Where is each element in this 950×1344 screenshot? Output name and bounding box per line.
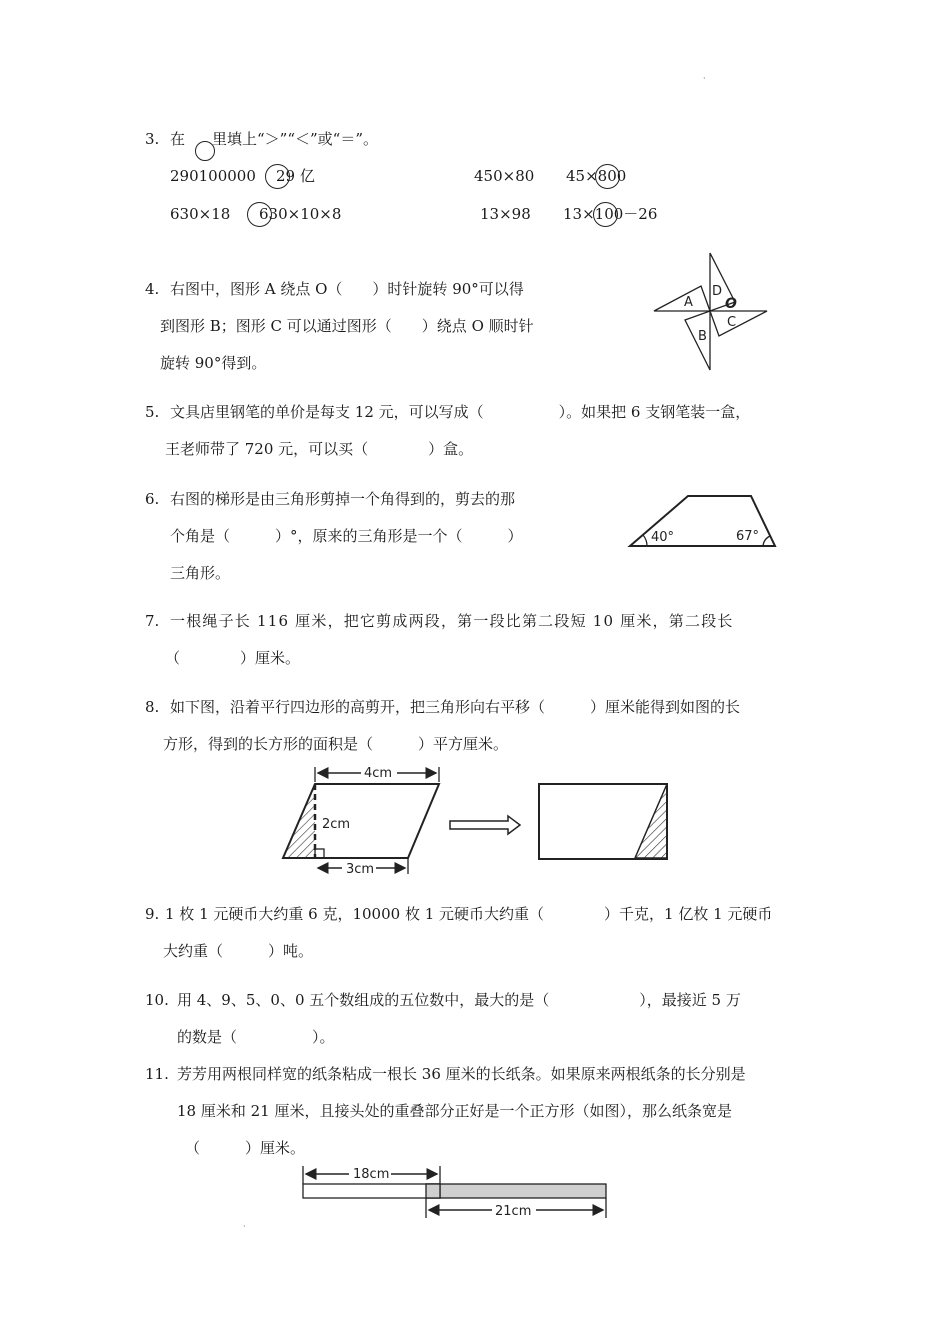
q4-line-1: 右图中，图形 A 绕点 O（ ）时针旋转 90°可以得	[170, 280, 524, 298]
dim-18cm-label: 18cm	[353, 1167, 390, 1182]
q3-r1b-left: 450×80	[474, 167, 535, 185]
q3-number: 3.	[145, 130, 160, 148]
q6-number: 6.	[145, 490, 160, 508]
q3-prefix: 在	[170, 130, 186, 148]
q5-line-1: 文具店里钢笔的单价是每支 12 元，可以写成（ ）。如果把 6 支钢笔装一盒，	[170, 403, 751, 421]
trapezoid-figure	[625, 492, 780, 552]
translate-arrow	[450, 816, 520, 834]
q3-r1a-right: 29 亿	[276, 167, 315, 185]
q3-instruction: 里填上“＞”“＜”或“＝”。	[212, 130, 379, 148]
dim-21cm-label: 21cm	[495, 1204, 532, 1219]
scan-dot: ·	[703, 74, 706, 83]
angle-label-left: 40°	[651, 530, 675, 545]
dim-4cm-label: 4cm	[364, 766, 393, 781]
q6-line-3: 三角形。	[170, 564, 231, 582]
angle-arc-right	[763, 536, 770, 546]
q3-r2a-right: 630×10×8	[259, 205, 342, 223]
q5-line-2: 王老师带了 720 元，可以买（ ）盒。	[165, 440, 474, 458]
q8-number: 8.	[145, 698, 160, 716]
overlap-square	[426, 1184, 440, 1198]
right-angle-mark	[315, 849, 324, 858]
q4-number: 4.	[145, 280, 160, 298]
label-D: D	[712, 284, 723, 299]
q8-line-1: 如下图，沿着平行四边形的高剪开，把三角形向右平移（ ）厘米能得到如图的长	[170, 698, 741, 716]
q10-line-1: 用 4、9、5、0、0 五个数组成的五位数中，最大的是（ ），最接近 5 万	[177, 991, 741, 1009]
label-O: O	[725, 296, 737, 312]
q7-number: 7.	[145, 612, 160, 630]
q11-number: 11.	[145, 1065, 169, 1083]
q9-number: 9.	[145, 905, 160, 923]
q8-line-2: 方形，得到的长方形的面积是（ ）平方厘米。	[163, 735, 509, 753]
pinwheel-figure	[650, 250, 775, 375]
label-A: A	[684, 295, 693, 310]
scan-dot-bottom: ·	[243, 1222, 246, 1231]
strip-right-21cm	[426, 1184, 606, 1198]
q11-line-1: 芳芳用两根同样宽的纸条粘成一根长 36 厘米的长纸条。如果原来两根纸条的长分别是	[177, 1065, 746, 1083]
label-B: B	[698, 329, 707, 344]
strip-left-18cm	[303, 1184, 440, 1198]
q6-line-2: 个角是（ ）°，原来的三角形是一个（ ）	[170, 527, 523, 545]
q11-line-2: 18 厘米和 21 厘米，且接头处的重叠部分正好是一个正方形（如图），那么纸条宽是	[177, 1102, 732, 1120]
shape-C	[710, 311, 767, 336]
label-C: C	[727, 315, 737, 330]
q10-line-2: 的数是（ ）。	[177, 1028, 335, 1046]
q5-number: 5.	[145, 403, 160, 421]
q9-line-1: 1 枚 1 元硬币大约重 6 克，10000 枚 1 元硬币大约重（ ）千克，1 亿枚 1 元硬币	[165, 905, 773, 923]
q3-r1b-right: 45×800	[566, 167, 627, 185]
q3-r1a-left: 290100000	[170, 167, 256, 185]
q9-line-2: 大约重（ ）吨。	[163, 942, 314, 960]
q3-r2b-right: 13×100－26	[563, 205, 658, 223]
parallelogram-figure	[275, 760, 675, 880]
q3-r2a-left: 630×18	[170, 205, 231, 223]
q11-line-3: （ ）厘米。	[185, 1139, 306, 1157]
q6-line-1: 右图的梯形是由三角形剪掉一个角得到的，剪去的那	[170, 490, 516, 508]
angle-label-right: 67°	[736, 529, 760, 544]
q3-r2b-left: 13×98	[480, 205, 531, 223]
q7-line-1: 一根绳子长 116 厘米，把它剪成两段，第一段比第二段短 10 厘米，第二段长	[170, 612, 734, 630]
q7-line-2: （ ）厘米。	[165, 649, 301, 667]
q4-line-3: 旋转 90°得到。	[160, 354, 267, 372]
shape-A	[654, 286, 710, 311]
q10-number: 10.	[145, 991, 169, 1009]
angle-arc-left	[643, 535, 647, 546]
moved-triangle	[635, 784, 667, 858]
q4-line-2: 到图形 B；图形 C 可以通过图形（ ）绕点 O 顺时针	[160, 317, 534, 335]
dim-3cm-label: 3cm	[346, 862, 375, 877]
paper-strip-figure	[296, 1160, 616, 1224]
dim-2cm-label: 2cm	[322, 817, 351, 832]
